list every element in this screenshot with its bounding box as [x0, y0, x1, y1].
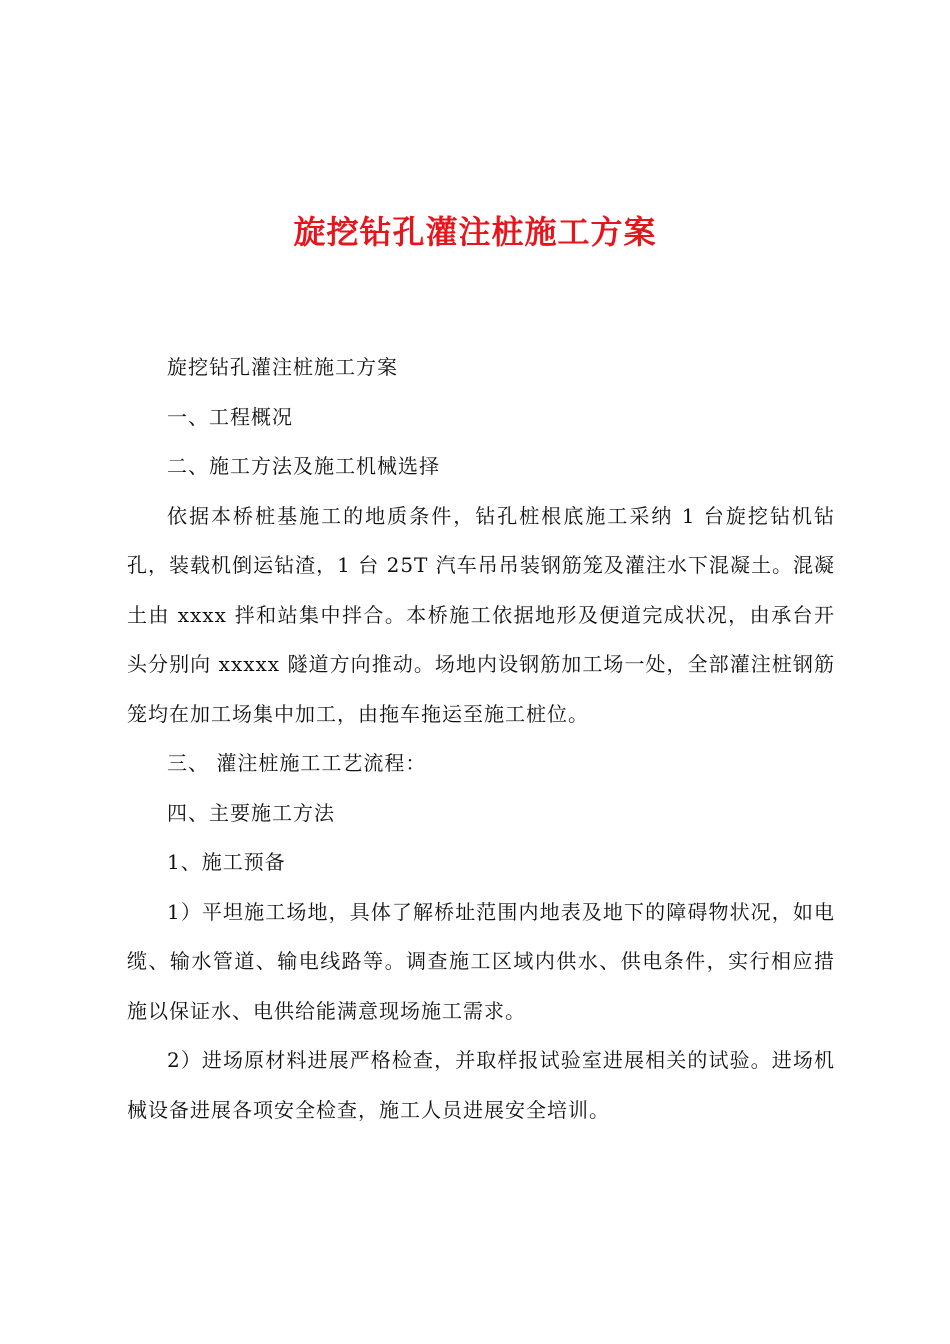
document-body: [127, 343, 835, 1135]
heading-construction-method: 二、施工方法及施工机械选择: [167, 454, 440, 478]
heading-main-methods: 四、主要施工方法: [167, 800, 335, 825]
paragraph-site-leveling: 1）平坦施工场地，具体了解桥址范围内地表及地下的障碍物状况，如电缆、输水管道、输电线路等。调查施工区域内供水、供电条件，实行相应措施以保证水、电供给能满意现场施工需求。: [127, 899, 835, 1023]
paragraph-subtitle: 旋挖钻孔灌注桩施工方案: [167, 355, 398, 379]
heading-project-overview: 一、工程概况: [167, 404, 293, 429]
heading-process-flow: 三、 灌注桩施工工艺流程：: [167, 751, 427, 775]
paragraph-method-description: 依据本桥桩基施工的地质条件，钻孔桩根底施工采纳 1 台旋挖钻机钻孔，装载机倒运钻渣，1 台 25T 汽车吊吊装钢筋笼及灌注水下混凝土。混凝土由 xxxx 拌和站集中拌合。本桥施工依据地形及便道完成状况，由承台开头分别向 xxxxx 隧道方向推动。场地内设钢筋加工场一处，全部灌注桩钢筋笼均在加工场集中加工，由拖车拖运至施工桩位。: [127, 503, 835, 726]
document-title: 旋挖钻孔灌注桩施工方案: [293, 213, 657, 251]
paragraph-material-inspection: 2）进场原材料进展严格检查，并取样报试验室进展相关的试验。进场机械设备进展各项安全检查，施工人员进展安全培训。: [127, 1048, 835, 1122]
heading-preparation: 1、施工预备: [167, 850, 286, 874]
